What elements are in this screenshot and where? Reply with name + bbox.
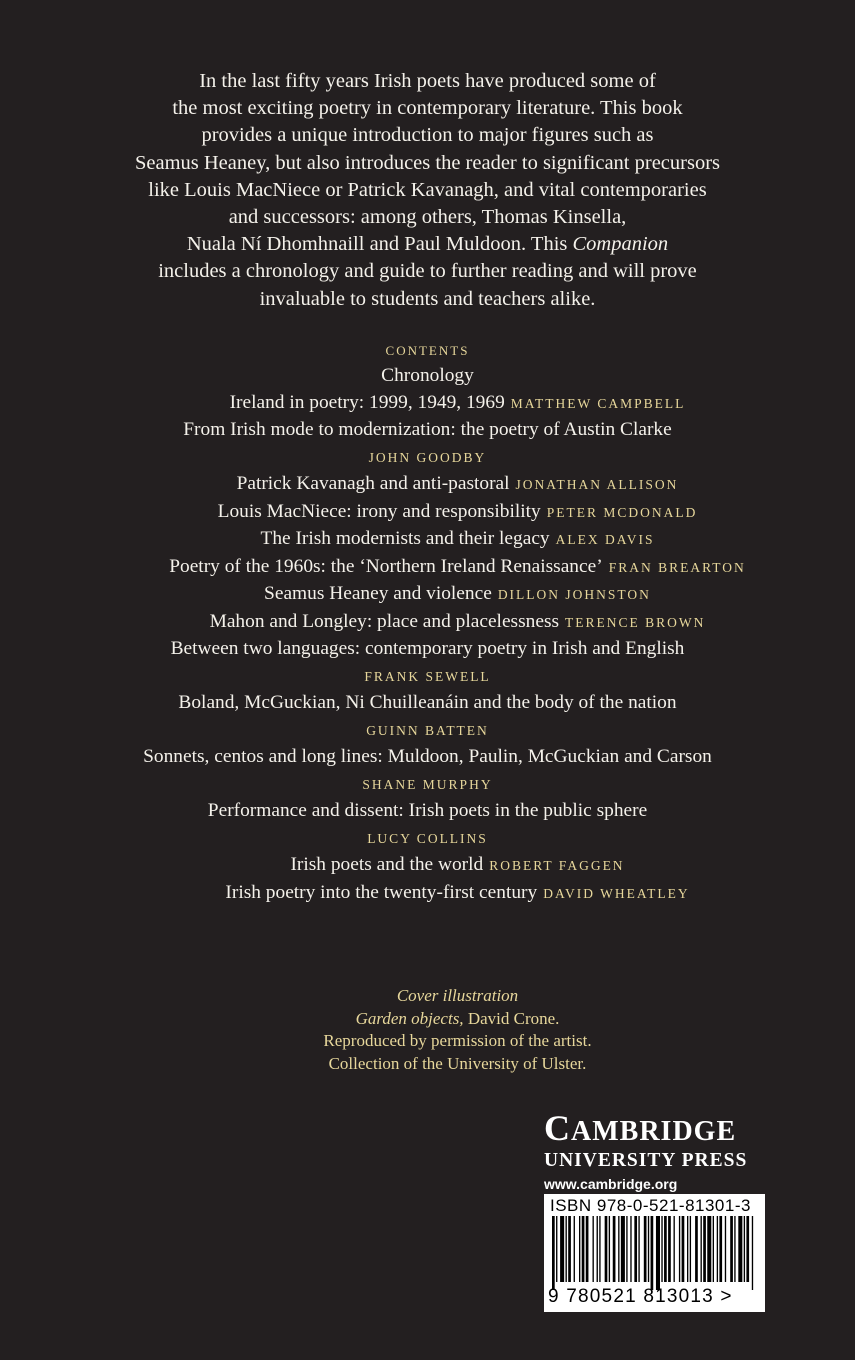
entry-author: PETER MCDONALD: [546, 504, 698, 520]
barcode-bar: [717, 1216, 718, 1282]
contents-entry: [0, 798, 855, 825]
barcode-bar: [552, 1216, 555, 1290]
contents-entry: [0, 444, 855, 472]
barcode-bar: [605, 1216, 608, 1282]
barcode-bar: [582, 1216, 585, 1282]
barcode-bar: [630, 1216, 631, 1282]
contents-entry: [0, 471, 855, 499]
entry-title: The Irish modernists and their legacy: [260, 528, 550, 549]
barcode-bar: [648, 1216, 649, 1282]
barcode-bar: [746, 1216, 749, 1282]
entry-title: Irish poets and the world: [290, 854, 484, 875]
entry-author: JOHN GOODBY: [368, 449, 487, 465]
barcode-bar: [651, 1216, 654, 1290]
barcode-bar: [609, 1216, 610, 1282]
barcode-bar: [730, 1216, 733, 1282]
entry-author: ROBERT FAGGEN: [489, 858, 625, 873]
contents-entry: [0, 880, 855, 908]
entry-author: SHANE MURPHY: [362, 776, 493, 792]
barcode-bar: [719, 1216, 722, 1282]
barcode-bar: [560, 1216, 564, 1282]
blurb-line: invaluable to students and teachers alike.: [259, 287, 596, 310]
barcode-bar: [664, 1216, 667, 1282]
contents-entry: [0, 825, 855, 853]
entry-author: DAVID WHEATLEY: [543, 885, 690, 901]
contents-entry: [0, 852, 855, 880]
entry-author: JONATHAN ALLISON: [515, 477, 679, 492]
blurb-line: provides a unique introduction to major figures such as: [201, 124, 654, 147]
blurb-paragraph: [0, 68, 855, 313]
entry-title: Patrick Kavanagh and anti-pastoral: [236, 473, 510, 494]
isbn-barcode: [544, 1194, 765, 1312]
blurb-line: Seamus Heaney, but also introduces the reader to significant precursors: [134, 151, 720, 174]
entry-title: Mahon and Longley: place and placelessness: [209, 610, 560, 632]
barcode-bar: [668, 1216, 671, 1282]
contents-entry: [0, 363, 855, 390]
contents-entry: [0, 636, 855, 663]
entry-title: Ireland in poetry: 1999, 1949, 1969: [229, 391, 505, 413]
barcode-bar: [674, 1216, 675, 1282]
barcode-bar: [752, 1216, 753, 1290]
barcode-bar: [618, 1216, 619, 1282]
publisher-name-initial: C: [544, 1108, 571, 1148]
contents-entry: [0, 609, 855, 637]
blurb-line: [0, 231, 855, 258]
blurb-line: like Louis MacNiece or Patrick Kavanagh, and vital contemporaries: [148, 178, 707, 201]
barcode-bar: [597, 1216, 598, 1282]
entry-title: Poetry of the 1960s: the ‘Northern Ireland Renaissance’: [169, 555, 603, 577]
entry-title: From Irish mode to modernization: the poetry of Austin Clarke: [183, 419, 672, 440]
barcode-bar: [644, 1216, 647, 1282]
barcode-bar: [687, 1216, 688, 1282]
entry-author: FRANK SEWELL: [364, 668, 491, 684]
contents-entry: [0, 771, 855, 799]
barcode-bar: [679, 1216, 680, 1282]
barcode-bar: [638, 1216, 639, 1282]
barcode-bar: [738, 1216, 742, 1282]
credit-collection: Collection of the University of Ulster.: [328, 1053, 587, 1073]
barcode-bar: [713, 1216, 714, 1282]
barcode-bar: [613, 1216, 616, 1282]
contents-entry: [0, 526, 855, 554]
entry-author: LUCY COLLINS: [367, 830, 488, 846]
entry-author: DILLON JOHNSTON: [497, 587, 651, 602]
credit-permission: Reproduced by permission of the artist.: [323, 1031, 592, 1050]
publisher-press: UNIVERSITY PRESS: [544, 1150, 748, 1171]
blurb-line-text: Nuala Ní Dhomhnaill and Paul Muldoon. This: [186, 233, 573, 256]
barcode-bar: [556, 1216, 557, 1282]
contents-entry: [0, 499, 855, 527]
entry-title: Between two languages: contemporary poetry in Irish and English: [170, 638, 685, 659]
contents-entry: [0, 690, 855, 717]
barcode-bar: [707, 1216, 711, 1282]
barcode-bar: [599, 1216, 600, 1282]
entry-title: Boland, McGuckian, Ni Chuilleanáin and the body of the nation: [178, 692, 677, 713]
barcode-bar: [703, 1216, 706, 1282]
barcode-bar: [744, 1216, 745, 1282]
barcode-bar: [566, 1216, 567, 1282]
entry-title: Chronology: [381, 365, 474, 386]
barcode-bar: [701, 1216, 702, 1282]
isbn-label: ISBN 978-0-521-81301-3: [550, 1196, 751, 1215]
contents-entry: [0, 663, 855, 691]
artwork-title: Garden objects,: [355, 1008, 464, 1028]
barcode-bar: [725, 1216, 726, 1282]
publisher-name-rest: AMBRIDGE: [571, 1116, 737, 1147]
barcode-bar: [682, 1216, 685, 1282]
barcode-bar: [574, 1216, 575, 1282]
blurb-line: includes a chronology and guide to further reading and will prove: [158, 260, 697, 283]
entry-title: Seamus Heaney and violence: [264, 583, 492, 604]
barcode-bar: [656, 1216, 660, 1290]
blurb-line: In the last fifty years Irish poets have produced some of: [199, 70, 656, 92]
barcode-bar: [579, 1216, 580, 1282]
entry-title: Irish poetry into the twenty-first century: [225, 881, 538, 903]
barcode-bars: [552, 1216, 757, 1290]
barcode-bar: [568, 1216, 571, 1282]
barcode-bar: [734, 1216, 735, 1282]
entry-author: GUINN BATTEN: [366, 722, 489, 738]
barcode-bar: [586, 1216, 589, 1282]
entry-author: TERENCE BROWN: [565, 614, 706, 630]
contents-entry: [0, 554, 855, 582]
contents-entry: [0, 744, 855, 771]
contents-heading: CONTENTS: [385, 343, 470, 358]
barcode-bar: [690, 1216, 691, 1282]
companion-italic: Companion: [572, 233, 669, 256]
blurb-line: the most exciting poetry in contemporary literature. This book: [172, 97, 683, 120]
contents-entry: [0, 717, 855, 745]
entry-title: Sonnets, centos and long lines: Muldoon, Paulin, McGuckian and Carson: [143, 746, 712, 767]
credit-label-text: Cover illustration: [396, 986, 519, 1005]
publisher-name: [544, 1110, 769, 1150]
entry-title: Louis MacNiece: irony and responsibility: [217, 500, 541, 522]
artist-name: David Crone.: [463, 1008, 560, 1028]
barcode-bar: [593, 1216, 594, 1282]
contents-entry: [0, 581, 855, 609]
barcode-bar: [634, 1216, 637, 1282]
cover-credit: [0, 985, 855, 1075]
entry-author: FRAN BREARTON: [608, 559, 746, 575]
publisher-url: www.cambridge.org: [544, 1176, 678, 1192]
barcode-bar: [695, 1216, 698, 1282]
contents-entry: [0, 417, 855, 444]
barcode-bar: [626, 1216, 627, 1282]
entry-author: ALEX DAVIS: [555, 532, 655, 547]
contents-list: [0, 340, 855, 907]
barcode-bar: [661, 1216, 662, 1282]
publisher-logo: [544, 1110, 769, 1194]
entry-title: Performance and dissent: Irish poets in the public sphere: [207, 800, 648, 821]
contents-entry: [0, 390, 855, 418]
contents-rows: [0, 363, 855, 907]
blurb-line: and successors: among others, Thomas Kinsella,: [228, 206, 627, 229]
credit-artwork: [0, 1008, 855, 1031]
entry-author: MATTHEW CAMPBELL: [510, 395, 686, 411]
credit-label: [0, 985, 855, 1008]
barcode-digits: 9 780521 813013 >: [548, 1286, 733, 1307]
barcode-bar: [621, 1216, 625, 1282]
